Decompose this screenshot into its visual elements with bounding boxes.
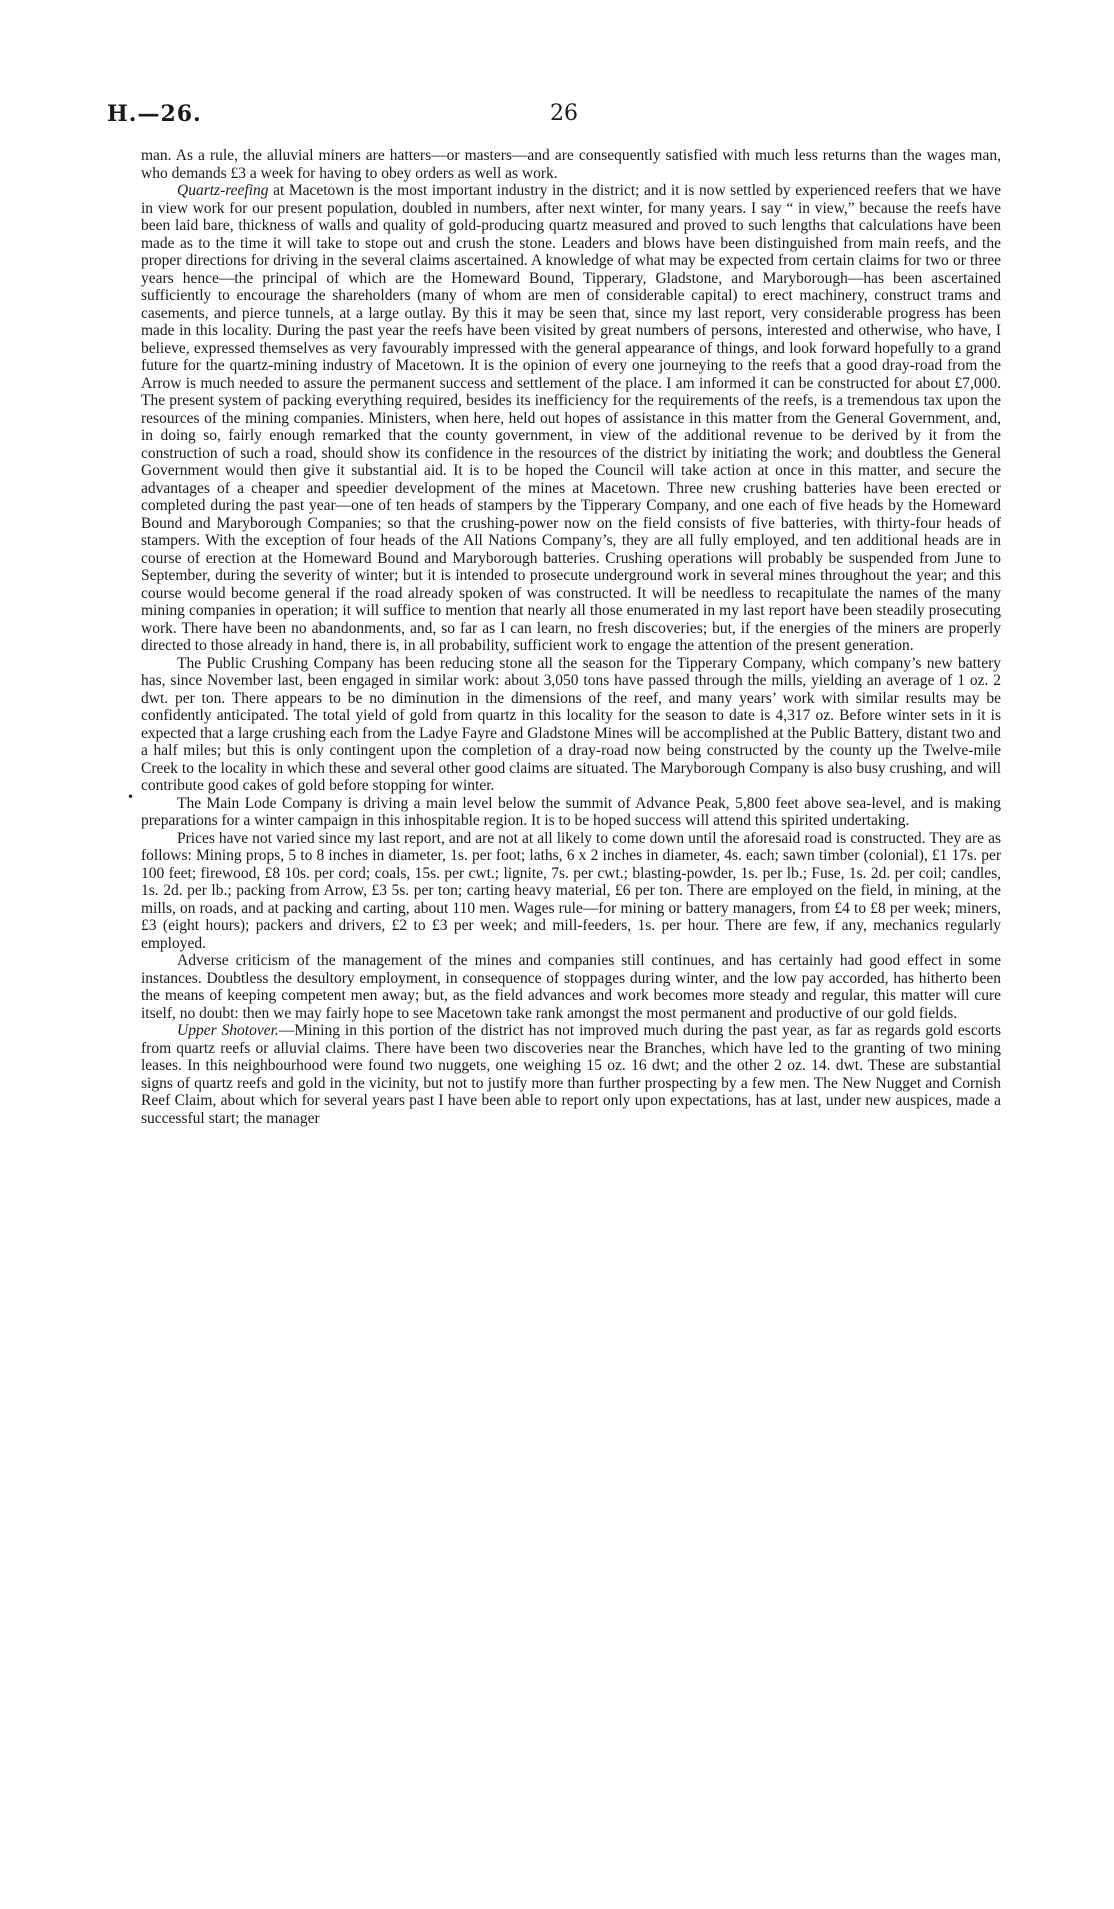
paragraph: The Main Lode Company is driving a main level below the summit of Advance Peak, 5,800 feet above sea-level, and is making preparations for a winter campaign in this inhospitable region. It is to be hoped success will attend this spirited undertaking. — [141, 794, 1001, 829]
document-reference: H.—26. — [107, 101, 202, 127]
paragraph: man. As a rule, the alluvial miners are hatters—or masters—and are consequently satisfied with much less returns than the wages man, who demands £3 a week for having to obey orders as well as work. — [141, 147, 1001, 182]
paragraph: Prices have not varied since my last report, and are not at all likely to come down until the aforesaid road is constructed. They are as follows: Mining props, 5 to 8 inches in diameter, 1s. per foot; laths, 6 x 2 inches in diameter, 4s. each; sawn timber (colonial), £1 17s. per 100 feet; firewood, £8 10s. per cord; coals, 15s. per cwt.; lignite, 7s. per cwt.; blasting-powder, 1s. per lb.; Fuse, 1s. 2d. per coil; candles, 1s. 2d. per lb.; packing from Arrow, £3 5s. per ton; carting heavy material, £6 per ton. There are employed on the field, in mining, at the mills, on roads, and at packing and carting, about 110 men. Wages rule—for mining or battery managers, from £4 to £8 per week; miners, £3 (eight hours); packers and drivers, £2 to £3 per week; and mill-feeders, 1s. per hour. There are few, if any, mechanics regularly employed. — [141, 829, 1001, 952]
paragraph: The Public Crushing Company has been reducing stone all the season for the Tipperary Company, which company’s new battery has, since November last, been engaged in similar work: about 3,050 tons have passed through the mills, yielding an average of 1 oz. 2 dwt. per ton. There appears to be no diminution in the dimensions of the reef, and many years’ work with similar results may be confidently anticipated. The total yield of gold from quartz in this locality for the season to date is 4,317 oz. Before winter sets in it is expected that a large crushing each from the Ladye Fayre and Gladstone Mines will be accomplished at the Public Battery, distant two and a half miles; but this is only contingent upon the completion of a dray-road now being constructed by the county up the Twelve-mile Creek to the locality in which these and several other good claims are situated. The Maryborough Company is also busy crushing, and will contribute good cakes of gold before stopping for winter. — [141, 654, 1001, 794]
section-heading: Upper Shotover. — [177, 1022, 279, 1039]
margin-dot: • — [127, 790, 135, 804]
paragraph: Adverse criticism of the management of the mines and companies still continues, and has certainly had good effect in some instances. Doubtless the desultory employment, in consequence of stoppages during winter, and the low pay accorded, has hitherto been the means of keeping competent men away; but, as the field advances and work becomes more steady and regular, this matter will cure itself, no doubt: then we may fairly hope to see Macetown take rank amongst the most permanent and productive of our gold fields. — [141, 952, 1001, 1022]
paragraph: Quartz-reefing at Macetown is the most important industry in the district; and it is now settled by experienced reefers that we have in view work for our present population, doubled in numbers, after next winter, for many years. I say “ in view,” because the reefs have been laid bare, thickness of walls and quality of gold-producing quartz measured and proved to such lengths that calculations have been made as to the time it will take to stope out and crush the stone. Leaders and blows have been distinguished from main reefs, and the proper directions for driving in the several claims ascertained. A knowledge of what may be expected from certain claims for two or three years hence—the principal of which are the Homeward Bound, Tipperary, Gladstone, and Maryborough—has been ascertained sufficiently to encourage the shareholders (many of whom are men of considerable capital) to erect machinery, construct trams and casements, and pierce tunnels, at a large outlay. By this it may be seen that, since my last report, very considerable progress has been made in this locality. During the past year the reefs have been visited by great numbers of persons, interested and otherwise, who have, I believe, expressed themselves as very favourably impressed with the general appearance of things, and look forward hopefully to a grand future for the quartz-mining industry of Macetown. It is the opinion of every one journeying to the reefs that a good dray-road from the Arrow is much needed to assure the permanent success and settlement of the place. I am informed it can be constructed for about £7,000. The present system of packing everything required, besides its inefficiency for the requirements of the reefs, is a tremendous tax upon the resources of the mining companies. Ministers, when here, held out hopes of assistance in this matter from the General Government, and, in doing so, fairly enough remarked that the county government, in view of the additional revenue to be derived by it from the construction of such a road, should show its confidence in the resources of the district by initiating the work; and doubtless the General Government would then give it substantial aid. It is to be hoped the Council will take action at once in this matter, and secure the advantages of a cheaper and speedier development of the mines at Macetown. Three new crushing batteries have been erected or completed during the past year—one of ten heads of stampers by the Tipperary Company, and one each of five heads by the Homeward Bound and Maryborough Companies; so that the crushing-power now on the field consists of five batteries, with thirty-four heads of stampers. With the exception of four heads of the All Nations Company’s, they are all fully employed, and ten additional heads are in course of erection at the Homeward Bound and Maryborough batteries. Crushing operations will probably be suspended from June to September, during the severity of winter; but it is intended to prosecute underground work in several mines throughout the year; and this course would become general if the road already spoken of was constructed. It will be needless to recapitulate the names of the many mining companies in operation; it will suffice to mention that nearly all those enumerated in my last report have been steadily prosecuting work. There have been no abandonments, and, so far as I can learn, no fresh discoveries; but, if the energies of the miners are properly directed to those already in hand, there is, in all probability, sufficient work to engage the attention of the present generation. — [141, 182, 1001, 654]
section-heading: Quartz-reefing — [177, 182, 269, 199]
page-number: 26 — [550, 101, 578, 126]
page-header — [107, 101, 987, 133]
paragraph: Upper Shotover.—Mining in this portion of the district has not improved much during the past year, as far as regards gold escorts from quartz reefs or alluvial claims. There have been two discoveries near the Branches, which have led to the granting of two mining leases. In this neighbourhood were found two nuggets, one weighing 15 oz. 16 dwt; and the other 2 oz. 14. dwt. These are substantial signs of quartz reefs and gold in the vicinity, but not to justify more than further prospecting by a few men. The New Nugget and Cornish Reef Claim, about which for several years past I have been able to report only upon expectations, has at last, under new auspices, made a successful start; the manager — [141, 1022, 1001, 1127]
body-text — [141, 147, 1001, 1127]
